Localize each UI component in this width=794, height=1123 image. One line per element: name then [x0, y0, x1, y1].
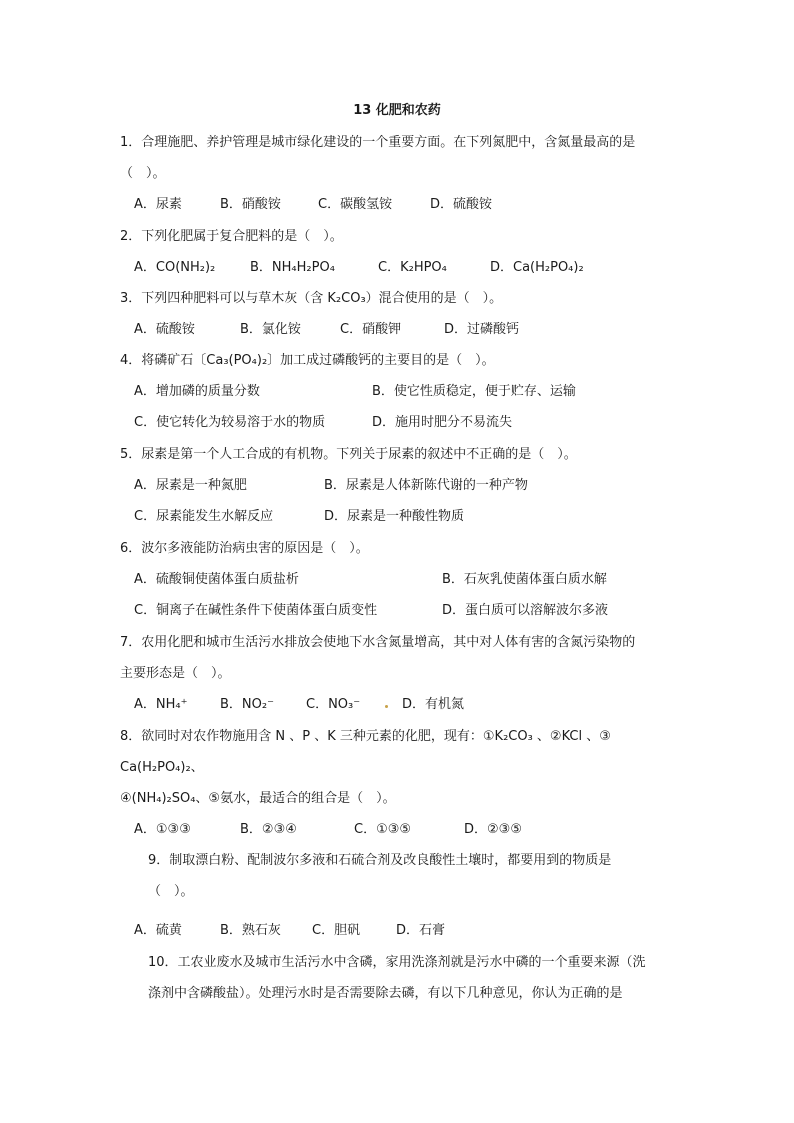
q10-stem-line1: 10．工农业废水及城市生活污水中含磷，家用洗涤剂就是污水中磷的一个重要来源（洗 [148, 955, 646, 970]
q9-stem-line1: 9．制取漂白粉、配制波尔多液和石硫合剂及改良酸性土壤时，都要用到的物质是 [148, 853, 612, 868]
page-title: 13 化肥和农药 [353, 103, 441, 118]
q10-stem-line2: 涤剂中含磷酸盐）。处理污水时是否需要除去磷，有以下几种意见，你认为正确的是 [148, 986, 623, 1001]
q1-option-a: A．尿素 [134, 197, 182, 212]
q4-option-c: C．使它转化为较易溶于水的物质 [134, 415, 326, 430]
stray-dot [385, 705, 388, 708]
q3-option-a: A．硫酸铵 [134, 322, 195, 337]
q1-stem-line2: （ ）。 [120, 166, 166, 181]
q1-option-d: D．硫酸铵 [430, 197, 493, 212]
q7-stem-line1: 7．农用化肥和城市生活污水排放会使地下水含氮量增高，其中对人体有害的含氮污染物的 [120, 635, 636, 650]
q8-option-d: D．②③⑤ [464, 822, 522, 837]
q9-option-b: B．熟石灰 [220, 923, 281, 938]
q9-option-d: D．石膏 [396, 923, 446, 938]
q7-stem-line2: 主要形态是（ ）。 [120, 666, 231, 681]
q2-option-c: C．K₂HPO₄ [378, 260, 447, 275]
q8-option-a: A．①③③ [134, 822, 191, 837]
q7-option-c: C．NO₃⁻ [306, 697, 361, 712]
q3-option-b: B．氯化铵 [240, 322, 301, 337]
q2-stem: 2．下列化肥属于复合肥料的是（ ）。 [120, 229, 343, 244]
q2-option-d: D．Ca(H₂PO₄)₂ [490, 260, 584, 275]
q6-stem: 6．波尔多液能防治病虫害的原因是（ ）。 [120, 541, 369, 556]
q8-option-b: B．②③④ [240, 822, 297, 837]
q5-stem: 5．尿素是第一个人工合成的有机物。下列关于尿素的叙述中不正确的是（ ）。 [120, 447, 577, 462]
q1-option-c: C．碳酸氢铵 [318, 197, 393, 212]
q3-option-c: C．硝酸钾 [340, 322, 402, 337]
q8-stem-line3: ④(NH₄)₂SO₄、⑤氨水，最适合的组合是（ ）。 [120, 791, 396, 806]
q2-option-b: B．NH₄H₂PO₄ [250, 260, 335, 275]
q6-option-c: C．铜离子在碱性条件下使菌体蛋白质变性 [134, 603, 378, 618]
q5-option-a: A．尿素是一种氮肥 [134, 478, 247, 493]
q6-option-a: A．硫酸铜使菌体蛋白质盐析 [134, 572, 299, 587]
q8-option-c: C．①③⑤ [354, 822, 412, 837]
q5-option-b: B．尿素是人体新陈代谢的一种产物 [324, 478, 528, 493]
q4-option-b: B．使它性质稳定，便于贮存、运输 [372, 384, 576, 399]
q6-option-b: B．石灰乳使菌体蛋白质水解 [442, 572, 607, 587]
q5-option-c: C．尿素能发生水解反应 [134, 509, 274, 524]
q1-option-b: B．硝酸铵 [220, 197, 281, 212]
q7-option-b: B．NO₂⁻ [220, 697, 274, 712]
q9-option-a: A．硫黄 [134, 923, 182, 938]
q4-stem: 4．将磷矿石〔Ca₃(PO₄)₂〕加工成过磷酸钙的主要目的是（ ）。 [120, 353, 495, 368]
q8-stem-line1: 8．欲同时对农作物施用含 N 、P 、K 三种元素的化肥，现有：①K₂CO₃ 、②KCl 、③ [120, 729, 611, 744]
q6-option-d: D．蛋白质可以溶解波尔多液 [442, 603, 609, 618]
q3-stem: 3．下列四种肥料可以与草木灰（含 K₂CO₃）混合使用的是（ ）。 [120, 291, 503, 306]
q7-option-a: A．NH₄⁺ [134, 697, 188, 712]
q9-option-c: C．胆矾 [312, 923, 361, 938]
q7-option-d: D．有机氮 [402, 697, 465, 712]
q5-option-d: D．尿素是一种酸性物质 [324, 509, 465, 524]
q9-stem-line2: （ ）。 [148, 884, 194, 899]
q8-stem-line2: Ca(H₂PO₄)₂、 [120, 760, 204, 775]
q4-option-d: D．施用时肥分不易流失 [372, 415, 513, 430]
q2-option-a: A．CO(NH₂)₂ [134, 260, 216, 275]
q1-stem-line1: 1．合理施肥、养护管理是城市绿化建设的一个重要方面。在下列氮肥中，含氮量最高的是 [120, 135, 636, 150]
q4-option-a: A．增加磷的质量分数 [134, 384, 260, 399]
q3-option-d: D．过磷酸钙 [444, 322, 520, 337]
